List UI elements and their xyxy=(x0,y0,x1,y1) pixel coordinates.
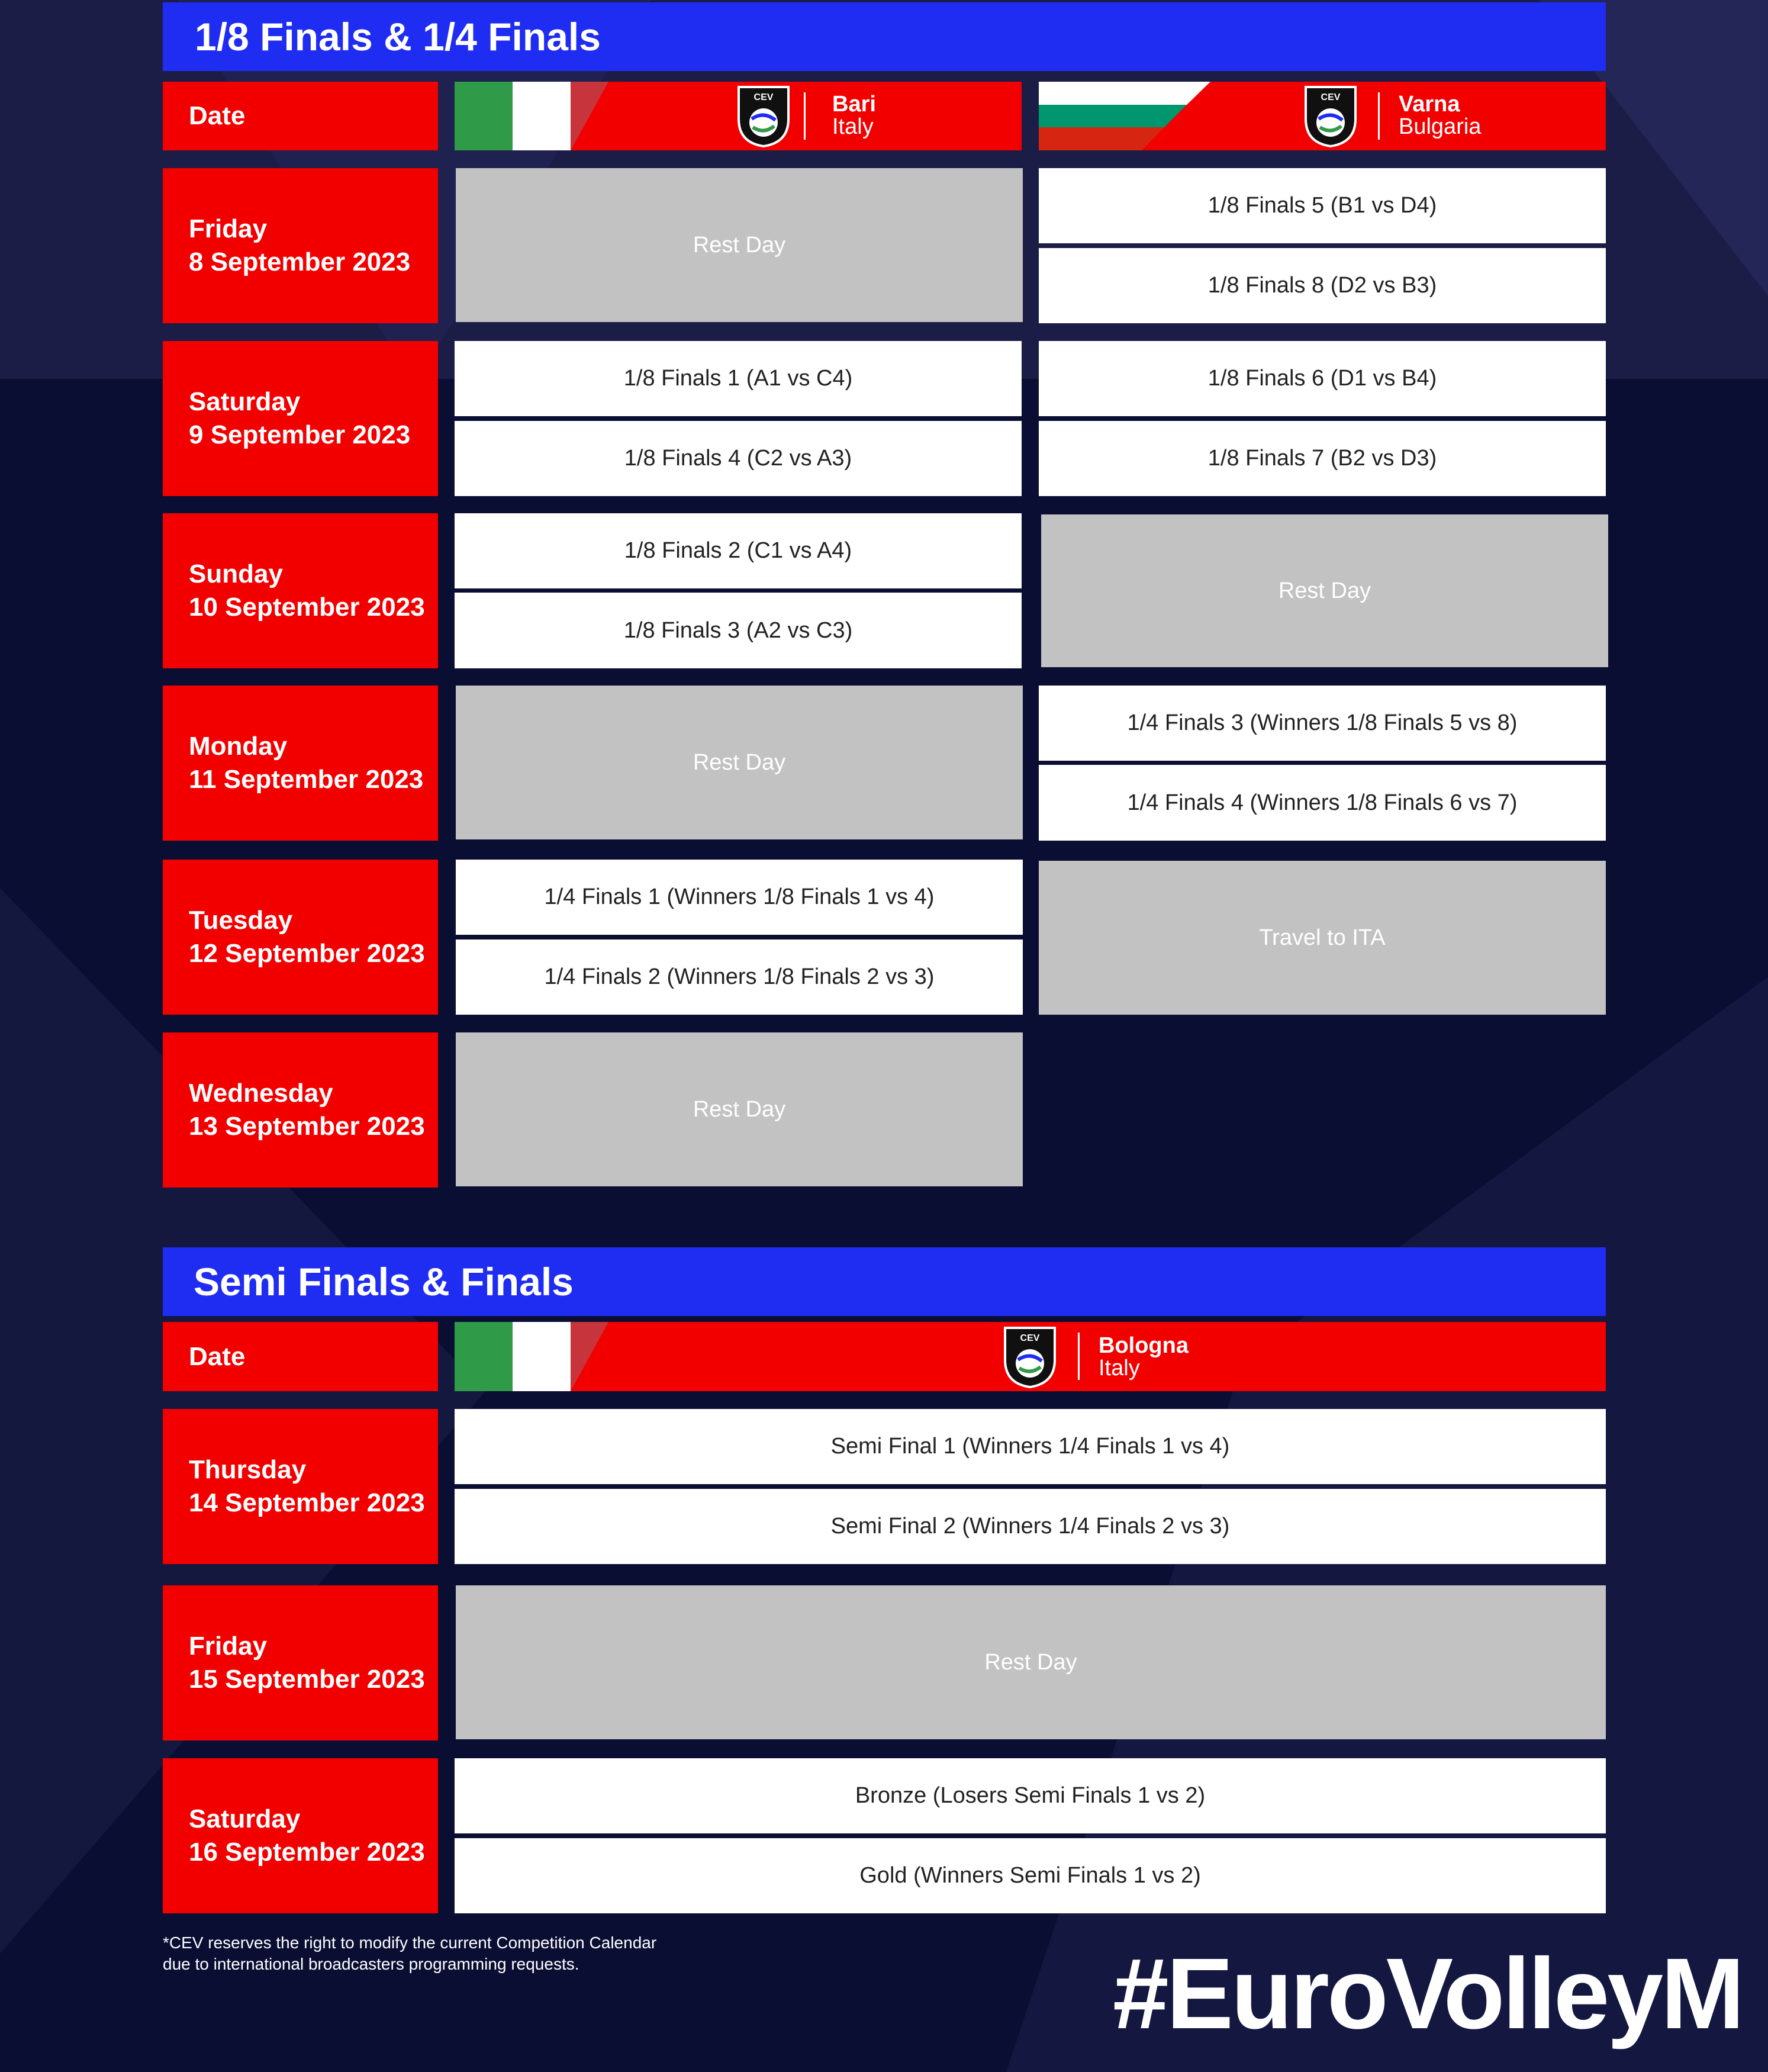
cev-logo-icon xyxy=(1301,83,1360,149)
travel-label: Travel to ITA xyxy=(1259,925,1386,950)
day-date: 12 September 2023 xyxy=(189,939,425,968)
match-label: Bronze (Losers Semi Finals 1 vs 2) xyxy=(855,1783,1206,1808)
date-cell-monday-11 xyxy=(163,686,438,841)
day-name: Wednesday xyxy=(189,1079,333,1108)
venue-label-bari xyxy=(832,94,876,139)
match-cell xyxy=(455,593,1022,668)
venue-city: Bari xyxy=(832,92,876,117)
venue-country: Bulgaria xyxy=(1399,114,1482,139)
match-label: 1/8 Finals 4 (C2 vs A3) xyxy=(624,446,852,471)
match-cell xyxy=(455,1838,1606,1913)
match-label: 1/4 Finals 3 (Winners 1/8 Finals 5 vs 8) xyxy=(1127,710,1518,735)
bulgaria-flag-icon xyxy=(1039,82,1216,150)
match-label: Semi Final 1 (Winners 1/4 Finals 1 vs 4) xyxy=(830,1434,1230,1459)
date-cell-saturday-16 xyxy=(163,1758,438,1913)
venue-city: Varna xyxy=(1399,92,1460,117)
section-title-text: 1/8 Finals & 1/4 Finals xyxy=(195,15,601,59)
match-label: Semi Final 2 (Winners 1/4 Finals 2 vs 3) xyxy=(830,1514,1230,1539)
day-name: Saturday xyxy=(189,1804,301,1833)
day-date: 10 September 2023 xyxy=(189,593,425,622)
match-label: 1/8 Finals 3 (A2 vs C3) xyxy=(623,617,853,643)
venue-header-bologna xyxy=(455,1322,1606,1391)
disclaimer-line: due to international broadcasters programming requests. xyxy=(163,1955,579,1973)
date-cell-tuesday-12 xyxy=(163,860,438,1015)
match-cell xyxy=(455,421,1022,496)
day-name: Monday xyxy=(189,732,288,761)
day-name: Friday xyxy=(189,214,268,243)
venue-header-bari xyxy=(455,82,1022,150)
venue-label-varna xyxy=(1399,94,1481,139)
date-cell-sunday-10 xyxy=(163,513,438,668)
rest-day-cell xyxy=(1041,514,1608,667)
match-label: 1/8 Finals 5 (B1 vs D4) xyxy=(1207,193,1437,218)
match-cell xyxy=(1039,248,1606,323)
rest-day-label: Rest Day xyxy=(984,1649,1077,1675)
svg-text:CEV: CEV xyxy=(1020,1333,1040,1343)
cev-logo-icon xyxy=(734,83,793,149)
match-label: 1/8 Finals 8 (D2 vs B3) xyxy=(1207,273,1437,298)
date-cell-friday-15 xyxy=(163,1585,438,1740)
match-cell xyxy=(1039,421,1606,496)
disclaimer-note xyxy=(163,1932,814,1975)
disclaimer-line: *CEV reserves the right to modify the current Competition Calendar xyxy=(163,1933,657,1952)
match-label: 1/8 Finals 1 (A1 vs C4) xyxy=(623,366,853,391)
match-cell xyxy=(455,1758,1606,1833)
date-cell-saturday-9 xyxy=(163,341,438,496)
date-cell-thursday-14 xyxy=(163,1409,438,1564)
date-label: Date xyxy=(189,101,246,130)
venue-country: Italy xyxy=(832,114,874,139)
hashtag-text: #EuroVolleyM xyxy=(1113,1938,1743,2050)
match-cell xyxy=(456,940,1023,1015)
match-cell xyxy=(456,860,1023,935)
italy-flag-icon xyxy=(455,1322,608,1391)
day-date: 13 September 2023 xyxy=(189,1112,425,1141)
match-label: 1/4 Finals 1 (Winners 1/8 Finals 1 vs 4) xyxy=(544,884,935,909)
venue-divider xyxy=(1378,92,1380,140)
venue-header-varna xyxy=(1039,82,1606,150)
match-label: 1/8 Finals 7 (B2 vs D3) xyxy=(1207,446,1437,471)
date-cell-wednesday-13 xyxy=(163,1032,438,1188)
match-label: 1/8 Finals 6 (D1 vs B4) xyxy=(1207,366,1437,391)
section-title-semi-finals xyxy=(163,1247,1606,1316)
match-cell xyxy=(455,1409,1606,1484)
match-cell xyxy=(455,513,1022,588)
rest-day-cell xyxy=(456,1585,1606,1739)
section-title-round-of-16 xyxy=(163,2,1606,71)
italy-flag-icon xyxy=(455,82,608,150)
match-label: Gold (Winners Semi Finals 1 vs 2) xyxy=(859,1863,1201,1888)
match-cell xyxy=(1039,765,1606,841)
date-cell-friday-8 xyxy=(163,168,438,323)
travel-day-cell xyxy=(1039,861,1606,1015)
day-name: Tuesday xyxy=(189,906,293,935)
date-label: Date xyxy=(189,1341,246,1371)
svg-text:CEV: CEV xyxy=(1321,92,1341,102)
day-date: 8 September 2023 xyxy=(189,247,411,276)
rest-day-cell xyxy=(456,168,1023,322)
date-column-header xyxy=(163,82,438,150)
rest-day-label: Rest Day xyxy=(1278,578,1371,603)
day-date: 15 September 2023 xyxy=(189,1665,425,1694)
match-label: 1/8 Finals 2 (C1 vs A4) xyxy=(624,538,852,563)
day-name: Friday xyxy=(189,1632,268,1661)
day-date: 11 September 2023 xyxy=(189,765,424,794)
rest-day-label: Rest Day xyxy=(693,232,786,258)
day-date: 14 September 2023 xyxy=(189,1488,425,1517)
venue-divider xyxy=(804,92,806,140)
day-name: Thursday xyxy=(189,1455,307,1484)
match-cell xyxy=(455,341,1022,416)
rest-day-label: Rest Day xyxy=(693,1096,786,1122)
match-cell xyxy=(1039,168,1606,243)
match-cell xyxy=(1039,686,1606,761)
hashtag-eurovolleym xyxy=(1113,1936,1743,2052)
match-cell xyxy=(1039,341,1606,416)
rest-day-cell xyxy=(456,1032,1023,1186)
day-date: 9 September 2023 xyxy=(189,420,411,449)
match-label: 1/4 Finals 2 (Winners 1/8 Finals 2 vs 3) xyxy=(544,964,935,989)
venue-divider xyxy=(1078,1333,1080,1380)
day-name: Saturday xyxy=(189,387,301,416)
rest-day-label: Rest Day xyxy=(693,749,786,775)
day-name: Sunday xyxy=(189,559,283,588)
cev-logo-icon xyxy=(1000,1324,1059,1389)
venue-city: Bologna xyxy=(1099,1333,1189,1358)
venue-country: Italy xyxy=(1099,1356,1140,1381)
day-date: 16 September 2023 xyxy=(189,1838,425,1867)
date-column-header xyxy=(163,1322,438,1391)
section-title-text: Semi Finals & Finals xyxy=(194,1260,574,1304)
match-label: 1/4 Finals 4 (Winners 1/8 Finals 6 vs 7) xyxy=(1127,790,1518,815)
match-cell xyxy=(455,1489,1606,1564)
rest-day-cell xyxy=(456,686,1023,839)
venue-label-bologna xyxy=(1099,1335,1189,1380)
svg-text:CEV: CEV xyxy=(753,92,774,102)
